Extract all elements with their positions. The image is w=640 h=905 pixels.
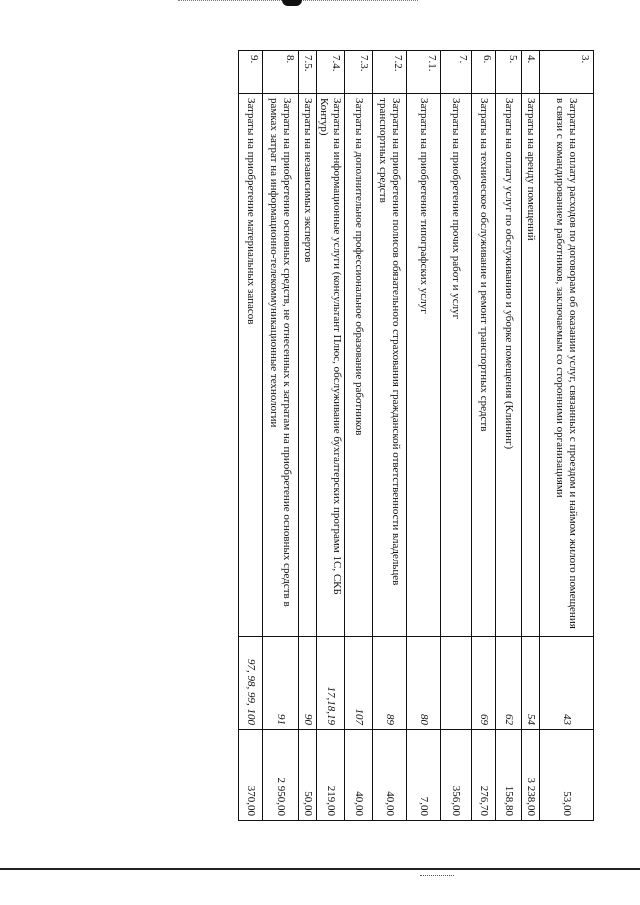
row-amount: 40,00 (345, 730, 373, 821)
row-expense-name: Затраты на оплату расходов по договорам об оказании услуг, связанных с проездом и наймом жилого помещения в связи с командированием работников, заключаемым со сторонними организациями (540, 94, 594, 637)
scan-edge-mark (420, 875, 454, 876)
row-reference: 107 (345, 637, 373, 730)
expense-table (238, 50, 594, 821)
row-number: 6. (472, 51, 496, 94)
table-row (522, 51, 540, 821)
row-expense-name: Затраты на дополнительное профессиональное образование работников (345, 94, 373, 637)
row-number: 8. (262, 51, 298, 94)
table-row (407, 51, 441, 821)
row-amount: 158,80 (496, 730, 522, 821)
row-reference: 90 (298, 637, 316, 730)
row-number: 5. (496, 51, 522, 94)
row-amount: 50,00 (298, 730, 316, 821)
row-amount: 356,00 (441, 730, 472, 821)
row-number: 3. (540, 51, 594, 94)
row-amount: 219,00 (316, 730, 344, 821)
row-expense-name: Затраты на приобретение материальных запасов (238, 94, 262, 637)
row-reference: 17,18,19 (316, 637, 344, 730)
row-expense-name: Затраты на приобретение типографских услуг (407, 94, 441, 637)
row-amount: 370,00 (238, 730, 262, 821)
row-amount: 2 950,00 (262, 730, 298, 821)
row-expense-name: Затраты на техническое обслуживание и ремонт транспортных средств (472, 94, 496, 637)
row-expense-name: Затраты на аренду помещений (522, 94, 540, 637)
row-expense-name: Затраты на независимых экспертов (298, 94, 316, 637)
table-row (373, 51, 407, 821)
row-expense-name: Затраты на приобретение прочих работ и услуг (441, 94, 472, 637)
table-row (540, 51, 594, 821)
table-row (496, 51, 522, 821)
row-number: 7.4. (316, 51, 344, 94)
row-number: 9. (238, 51, 262, 94)
row-expense-name: Затраты на приобретение основных средств, не отнесенных к затратам на приобретение основных средств в рамках затрат на информационно-телекоммуникационные технологии (262, 94, 298, 637)
row-reference (441, 637, 472, 730)
row-amount: 40,00 (373, 730, 407, 821)
row-expense-name: Затраты на приобретение полисов обязательного страхования гражданской ответственности владельцев транспортных средств (373, 94, 407, 637)
table-row (472, 51, 496, 821)
table-row (316, 51, 344, 821)
row-number: 7.2. (373, 51, 407, 94)
row-reference: 80 (407, 637, 441, 730)
row-reference: 97, 98, 99, 100 (238, 637, 262, 730)
table-row (262, 51, 298, 821)
table-row (441, 51, 472, 821)
document-page (242, 50, 594, 816)
row-expense-name: Затраты на информационные услуги (консультант Плюс, обслуживание бухгалтерских программ 1С, СКБ Контур) (316, 94, 344, 637)
table-row (298, 51, 316, 821)
row-reference: 69 (472, 637, 496, 730)
row-amount: 7,00 (407, 730, 441, 821)
row-expense-name: Затраты на оплату услуг по обслуживанию и уборке помещения (Клининг) (496, 94, 522, 637)
row-reference: 91 (262, 637, 298, 730)
row-number: 7.5. (298, 51, 316, 94)
row-amount: 53,00 (540, 730, 594, 821)
row-amount: 3 238,00 (522, 730, 540, 821)
row-number: 7. (441, 51, 472, 94)
scan-mark (282, 0, 302, 6)
row-number: 7.1. (407, 51, 441, 94)
table-row (238, 51, 262, 821)
table-row (345, 51, 373, 821)
scan-edge-bottom (0, 868, 640, 870)
row-reference: 43 (540, 637, 594, 730)
row-number: 7.3. (345, 51, 373, 94)
row-amount: 276,70 (472, 730, 496, 821)
row-reference: 89 (373, 637, 407, 730)
row-reference: 54 (522, 637, 540, 730)
row-number: 4. (522, 51, 540, 94)
row-reference: 62 (496, 637, 522, 730)
rotated-table-wrapper (242, 50, 594, 816)
